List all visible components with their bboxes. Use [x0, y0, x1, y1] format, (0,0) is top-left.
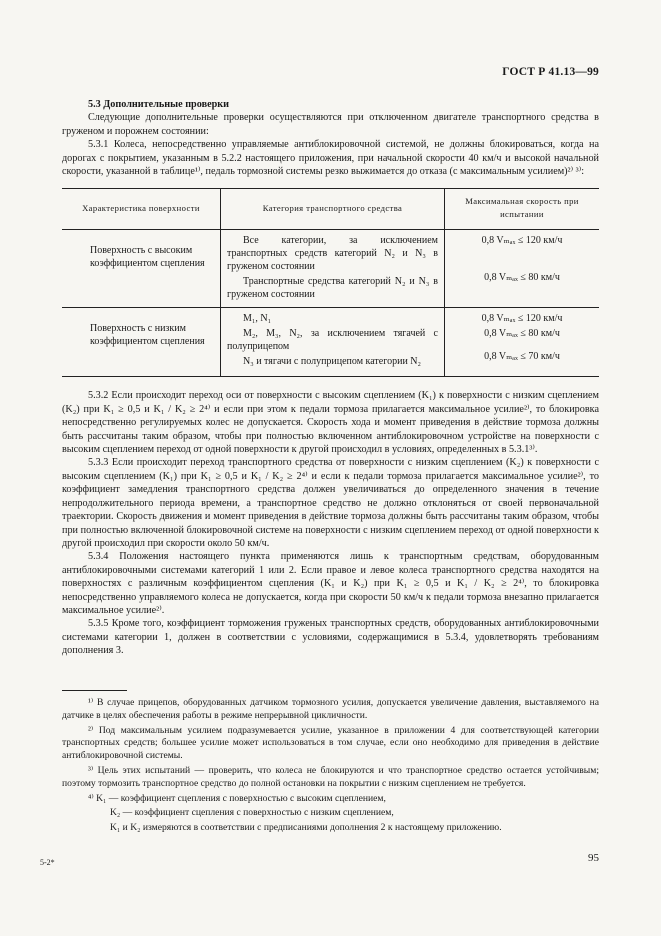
- category-item: M₂, M₃, N₂, за исключением тягачей с полуприцепом: [227, 328, 438, 353]
- speed-item: 0,8 Vₘₐₓ ≤ 120 км/ч: [481, 235, 563, 247]
- speed-table: [62, 188, 599, 377]
- speed-item: 0,8 Vₘₐₓ ≤ 80 км/ч: [484, 272, 560, 284]
- paragraph-5-3-3: 5.3.3 Если происходит переход транспортного средства от поверхности с низким сцеплением (K₂) к поверхности с высоким сцеплением (K₁) при K₁ ≥ 0,5 и K₁ / K₂ ≥ 2⁴⁾ и если к педали тормоза прилагается максимальное усилие²⁾, то коэффициент замедления транспортного средства должен увеличиваться до определенного значения в течение непродолжительного периода времени, а транспортное средство не должно отклоняться от своей первоначальной траектории. Скорость движения и момент приведения в действие тормоза должны быть рассчитаны таким образом, чтобы при полностью включенной блокировочной системе на поверхности с низким сцеплением переход от одной поверхности к другой происходил при скорости около 50 км/ч.: [62, 457, 599, 549]
- category-item: Транспортные средства категорий N₂ и N₃ в груженом состоянии: [227, 276, 438, 301]
- footnote-4: ⁴⁾ K₁ — коэффициент сцепления с поверхностью с высоким сцеплением,: [88, 792, 386, 804]
- table-cell-surface: [62, 308, 221, 377]
- footnote-4-measure: K₁ и K₂ измеряются в соответствии с предписаниями дополнения 2 к настоящему приложению.: [110, 822, 502, 834]
- table-row: [62, 308, 599, 377]
- table-header-category: Категория транспортного средства: [221, 189, 445, 230]
- speed-item: 0,8 Vₘₐₓ ≤ 70 км/ч: [484, 351, 560, 363]
- table-header-speed: Максимальная скорость при испытании: [445, 189, 600, 230]
- table-cell-surface: [62, 230, 221, 308]
- table-cell-categories: [221, 308, 445, 377]
- surface-label: Поверхность с высоким коэффициентом сцепления: [90, 245, 205, 270]
- paragraph-5-3-1: 5.3.1 Колеса, непосредственно управляемые антиблокировочной системой, не должны блокироваться, когда на дорогах с покрытием, указанным в 5.2.2 настоящего приложения, при начальной скорости 40 км/ч и высокой начальной скорости, указанной в таблице¹⁾, педаль тормозной системы резко выжимается до отказа (с максимальным усилием)²⁾ ³⁾:: [62, 139, 599, 178]
- paragraph-5-3-2: 5.3.2 Если происходит переход оси от поверхности с высоким сцеплением (K₁) к поверхности с низким сцеплением (K₂) при K₁ ≥ 0,5 и K₁ / K₂ ≥ 2⁴⁾ и если при этом к педали тормоза прилагается максимальное усилие²⁾, то блокировка непосредственно регулируемых колес не допускается. Скорость хода и момент приведения в действие тормоза должны быть рассчитаны таким образом, чтобы при полностью включенном антиблокировочном устройстве на поверхности с высоким сцеплением переход от одной поверхности к другой происходил в условиях, определенных в 5.3.1³⁾.: [62, 390, 599, 456]
- category-item: Все категории, за исключением транспортных средств категорий N₂ и N₃ в груженом состоянии: [227, 235, 438, 273]
- category-item: N₃ и тягачи с полуприцепом категории N₂: [243, 356, 422, 368]
- table-cell-categories: [221, 230, 445, 308]
- surface-label: Поверхность с низким коэффициентом сцепления: [90, 323, 205, 348]
- speed-item: 0,8 Vₘₐₓ ≤ 80 км/ч: [484, 328, 560, 340]
- footnote-2: ²⁾ Под максимальным усилием подразумевается усилие, указанное в приложении 4 для соответствующей категории транспортных средств; большее усилие может использоваться в том случае, если оно необходимо для приведения в действие антиблокировочной системы.: [62, 724, 599, 762]
- table-header-row: [62, 189, 599, 230]
- signature-mark: 5-2*: [40, 858, 55, 867]
- section-heading: 5.3 Дополнительные проверки: [88, 99, 229, 110]
- table-header-surface: Характеристика поверхности: [62, 189, 221, 230]
- section-intro: Следующие дополнительные проверки осуществляются при отключенном двигателе транспортного средства в груженом и порожнем состоянии:: [62, 112, 599, 137]
- main-content: [62, 98, 599, 658]
- page-number: 95: [588, 852, 599, 864]
- footnote-divider: [62, 690, 127, 691]
- footnote-4-k2: K₂ — коэффициент сцепления с поверхностью с низким сцеплением,: [110, 807, 394, 819]
- footnote-1: ¹⁾ В случае прицепов, оборудованных датчиком тормозного усилия, допускается увеличение давления, выставляемого на датчике в целях обеспечения работы в режиме непрерывной цикличности.: [62, 697, 599, 721]
- speed-item: 0,8 Vₘₐₓ ≤ 120 км/ч: [481, 313, 563, 325]
- paragraph-5-3-4: 5.3.4 Положения настоящего пункта применяются лишь к транспортным средствам, оборудованным антиблокировочными системами категорий 1 или 2. Если правое и левое колеса транспортного средства находятся на поверхностях с различным коэффициентом сцепления (K₁ и K₂) при K₁ ≥ 0,5 и K₁ / K₂ ≥ 2⁴⁾, то блокировка непосредственно управляемого колеса не допускается, когда при скорости 50 км/ч к педали тормоза внезапно прилагается максимальное усилие²⁾.: [62, 551, 599, 616]
- category-item: M₁, N₁: [243, 313, 272, 325]
- document-header: ГОСТ Р 41.13—99: [502, 66, 599, 78]
- table-cell-speeds: [445, 230, 600, 308]
- paragraph-5-3-5: 5.3.5 Кроме того, коэффициент торможения груженых транспортных средств, оборудованных антиблокировочными системами категории 1, должен в соответствии с условиями, содержащимися в 5.3.4, удовлетворять требованиям дополнения 3.: [62, 618, 599, 657]
- footnotes: [62, 690, 599, 837]
- footnote-3: ³⁾ Цель этих испытаний — проверить, что колеса не блокируются и что транспортное средство остается устойчивым; поэтому тормозить транспортное средство до полной остановки на покрытии с низким сцеплением не требуется.: [62, 764, 599, 789]
- table-row: [62, 230, 599, 308]
- table-cell-speeds: [445, 308, 600, 377]
